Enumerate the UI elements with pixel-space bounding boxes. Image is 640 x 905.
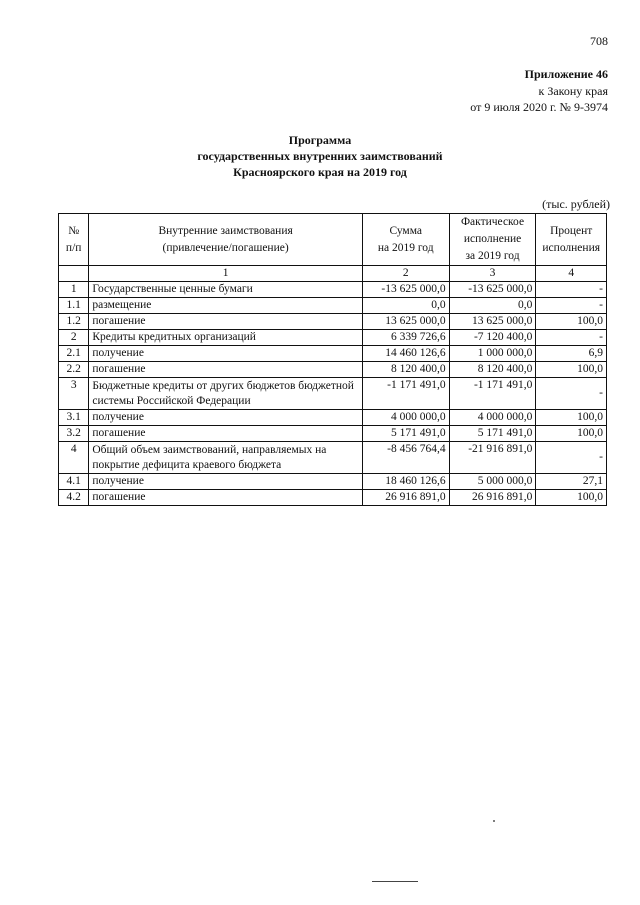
row-number-cell: 2 (59, 330, 89, 346)
units-label: (тыс. рублей) (542, 197, 610, 211)
column-number-cell (59, 266, 89, 282)
row-actual-cell: 5 171 491,0 (449, 426, 536, 442)
table-row (59, 330, 607, 346)
row-sum-cell: -1 171 491,0 (362, 378, 449, 410)
row-number-cell: 1 (59, 282, 89, 298)
header-percent-line: исполнения (542, 241, 601, 254)
row-sum-cell: -8 456 764,4 (362, 442, 449, 474)
header-borrowings (89, 214, 362, 266)
row-name-cell: получение (89, 346, 362, 362)
row-name-cell: Кредиты кредитных организаций (89, 330, 362, 346)
header-number-line: № (68, 224, 80, 237)
table-row (59, 490, 607, 506)
row-actual-cell: 26 916 891,0 (449, 490, 536, 506)
row-actual-cell: 4 000 000,0 (449, 410, 536, 426)
document-title (0, 132, 640, 180)
row-percent-cell: - (536, 330, 607, 346)
table-row (59, 474, 607, 490)
row-actual-cell: 1 000 000,0 (449, 346, 536, 362)
row-name-cell: погашение (89, 362, 362, 378)
page-number: 708 (590, 34, 608, 48)
header-actual-line: исполнение (463, 233, 522, 245)
row-number-cell: 2.1 (59, 346, 89, 362)
column-number-cell: 4 (536, 266, 607, 282)
header-number-line: п/п (65, 241, 82, 254)
row-actual-cell: -1 171 491,0 (449, 378, 536, 410)
header-actual (449, 214, 536, 266)
table-row (59, 410, 607, 426)
column-number-cell: 2 (362, 266, 449, 282)
document-title-line-2: государственных внутренних заимствований (197, 149, 443, 163)
row-percent-cell: 27,1 (536, 474, 607, 490)
header-percent (536, 214, 607, 266)
row-name-cell: размещение (89, 298, 362, 314)
row-actual-cell: -7 120 400,0 (449, 330, 536, 346)
row-percent-cell: - (536, 442, 607, 474)
row-sum-cell: 14 460 126,6 (362, 346, 449, 362)
row-number-cell: 1.2 (59, 314, 89, 330)
row-name-cell: Общий объем заимствований, направляемых на покрытие дефицита краевого бюджета (89, 442, 362, 474)
footer-line-mark (372, 881, 418, 882)
column-number-cell: 3 (449, 266, 536, 282)
row-actual-cell: -21 916 891,0 (449, 442, 536, 474)
appendix-law-date: от 9 июля 2020 г. № 9-3974 (470, 100, 608, 114)
row-name-cell: Государственные ценные бумаги (89, 282, 362, 298)
row-actual-cell: 5 000 000,0 (449, 474, 536, 490)
row-percent-cell: - (536, 378, 607, 410)
row-sum-cell: 13 625 000,0 (362, 314, 449, 330)
row-name-cell: погашение (89, 426, 362, 442)
row-percent-cell: - (536, 298, 607, 314)
row-name-cell: получение (89, 410, 362, 426)
row-percent-cell: 100,0 (536, 426, 607, 442)
table-row (59, 346, 607, 362)
column-number-row (59, 266, 607, 282)
row-sum-cell: -13 625 000,0 (362, 282, 449, 298)
row-number-cell: 4.1 (59, 474, 89, 490)
appendix-header (470, 66, 608, 116)
header-borrowings-line: (привлечение/погашение) (162, 241, 289, 254)
header-actual-line: за 2019 год (465, 250, 520, 262)
row-sum-cell: 0,0 (362, 298, 449, 314)
row-number-cell: 4 (59, 442, 89, 474)
row-name-cell: Бюджетные кредиты от других бюджетов бюджетной системы Российской Федерации (89, 378, 362, 410)
document-title-line-1: Программа (288, 133, 352, 147)
row-percent-cell: 100,0 (536, 362, 607, 378)
row-percent-cell: - (536, 282, 607, 298)
row-name-cell: погашение (89, 314, 362, 330)
row-actual-cell: 8 120 400,0 (449, 362, 536, 378)
row-name-cell: погашение (89, 490, 362, 506)
header-sum (362, 214, 449, 266)
row-percent-cell: 100,0 (536, 490, 607, 506)
header-sum-line: на 2019 год (377, 241, 434, 254)
row-number-cell: 3 (59, 378, 89, 410)
row-sum-cell: 26 916 891,0 (362, 490, 449, 506)
table-header-row (59, 214, 607, 266)
row-name-cell: получение (89, 474, 362, 490)
row-actual-cell: 0,0 (449, 298, 536, 314)
row-number-cell: 3.1 (59, 410, 89, 426)
row-number-cell: 1.1 (59, 298, 89, 314)
row-percent-cell: 100,0 (536, 314, 607, 330)
table-row (59, 378, 607, 410)
row-number-cell: 3.2 (59, 426, 89, 442)
document-title-line-3: Красноярского края на 2019 год (233, 165, 407, 179)
header-number (59, 214, 89, 266)
table-row (59, 426, 607, 442)
row-sum-cell: 6 339 726,6 (362, 330, 449, 346)
row-sum-cell: 8 120 400,0 (362, 362, 449, 378)
table-row (59, 442, 607, 474)
appendix-law-reference: к Закону края (538, 83, 608, 98)
header-percent-line: Процент (550, 224, 593, 237)
row-percent-cell: 6,9 (536, 346, 607, 362)
row-sum-cell: 5 171 491,0 (362, 426, 449, 442)
row-sum-cell: 4 000 000,0 (362, 410, 449, 426)
row-actual-cell: -13 625 000,0 (449, 282, 536, 298)
table-row (59, 282, 607, 298)
table-row (59, 298, 607, 314)
row-sum-cell: 18 460 126,6 (362, 474, 449, 490)
table-row (59, 314, 607, 330)
header-sum-line: Сумма (389, 224, 423, 237)
row-percent-cell: 100,0 (536, 410, 607, 426)
row-number-cell: 4.2 (59, 490, 89, 506)
row-actual-cell: 13 625 000,0 (449, 314, 536, 330)
column-number-cell: 1 (89, 266, 362, 282)
scan-speck (493, 820, 495, 822)
borrowing-program-table (58, 213, 607, 506)
header-borrowings-line: Внутренние заимствования (158, 224, 293, 237)
table-row (59, 362, 607, 378)
row-number-cell: 2.2 (59, 362, 89, 378)
header-actual-line: Фактическое (460, 216, 525, 228)
appendix-title: Приложение 46 (524, 67, 608, 81)
